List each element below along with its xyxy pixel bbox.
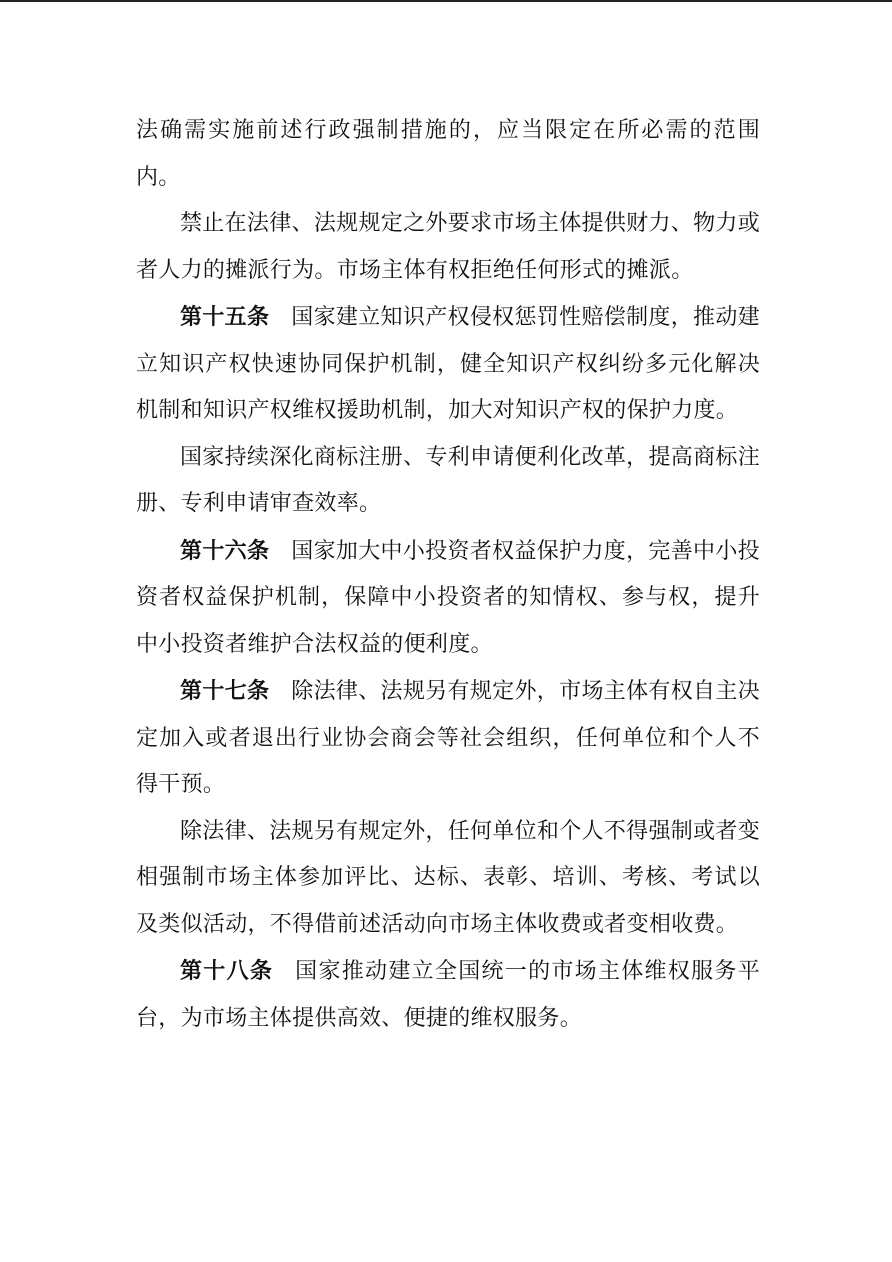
article-number: 第十七条 [180, 678, 270, 704]
paragraph-text: 禁止在法律、法规规定之外要求市场主体提供财力、物力或者人力的摊派行为。市场主体有权拒绝任何形式的摊派。 [136, 211, 760, 283]
article-number: 第十六条 [180, 537, 270, 564]
article-15 [136, 294, 760, 435]
article-number: 第十五条 [180, 304, 270, 330]
paragraph-text: 除法律、法规另有规定外，任何单位和个人不得强制或者变相强制市场主体参加评比、达标、表彰、培训、考核、考试以及类似活动，不得借前述活动向市场主体收费或者变相收费。 [136, 818, 760, 937]
paragraph-text: 法确需实施前述行政强制措施的，应当限定在所必需的范围内。 [136, 118, 760, 190]
paragraph-text: 国家推动建立全国统一的市场主体维权服务平台，为市场主体提供高效、便捷的维权服务。 [136, 959, 760, 1031]
paragraph-compulsory-activities [136, 809, 760, 949]
article-18 [136, 948, 760, 1042]
article-16 [136, 528, 760, 669]
document-body [136, 108, 760, 1042]
paragraph-text: 国家持续深化商标注册、专利申请便利化改革，提高商标注册、专利申请审查效率。 [136, 444, 760, 516]
paragraph-apportion [136, 201, 760, 294]
paragraph-trademark [136, 435, 760, 528]
paragraph-continuation [136, 108, 760, 201]
paragraph-text: 国家建立知识产权侵权惩罚性赔偿制度，推动建立知识产权快速协同保护机制，健全知识产权纠纷多元化解决机制和知识产权维权援助机制，加大对知识产权的保护力度。 [136, 305, 760, 423]
page-top-border [0, 0, 892, 2]
paragraph-text: 国家加大中小投资者权益保护力度，完善中小投资者权益保护机制，保障中小投资者的知情权、参与权，提升中小投资者维护合法权益的便利度。 [136, 538, 760, 657]
paragraph-text: 除法律、法规另有规定外，市场主体有权自主决定加入或者退出行业协会商会等社会组织，任何单位和个人不得干预。 [136, 679, 760, 797]
article-17 [136, 668, 760, 809]
article-number: 第十八条 [180, 958, 274, 984]
